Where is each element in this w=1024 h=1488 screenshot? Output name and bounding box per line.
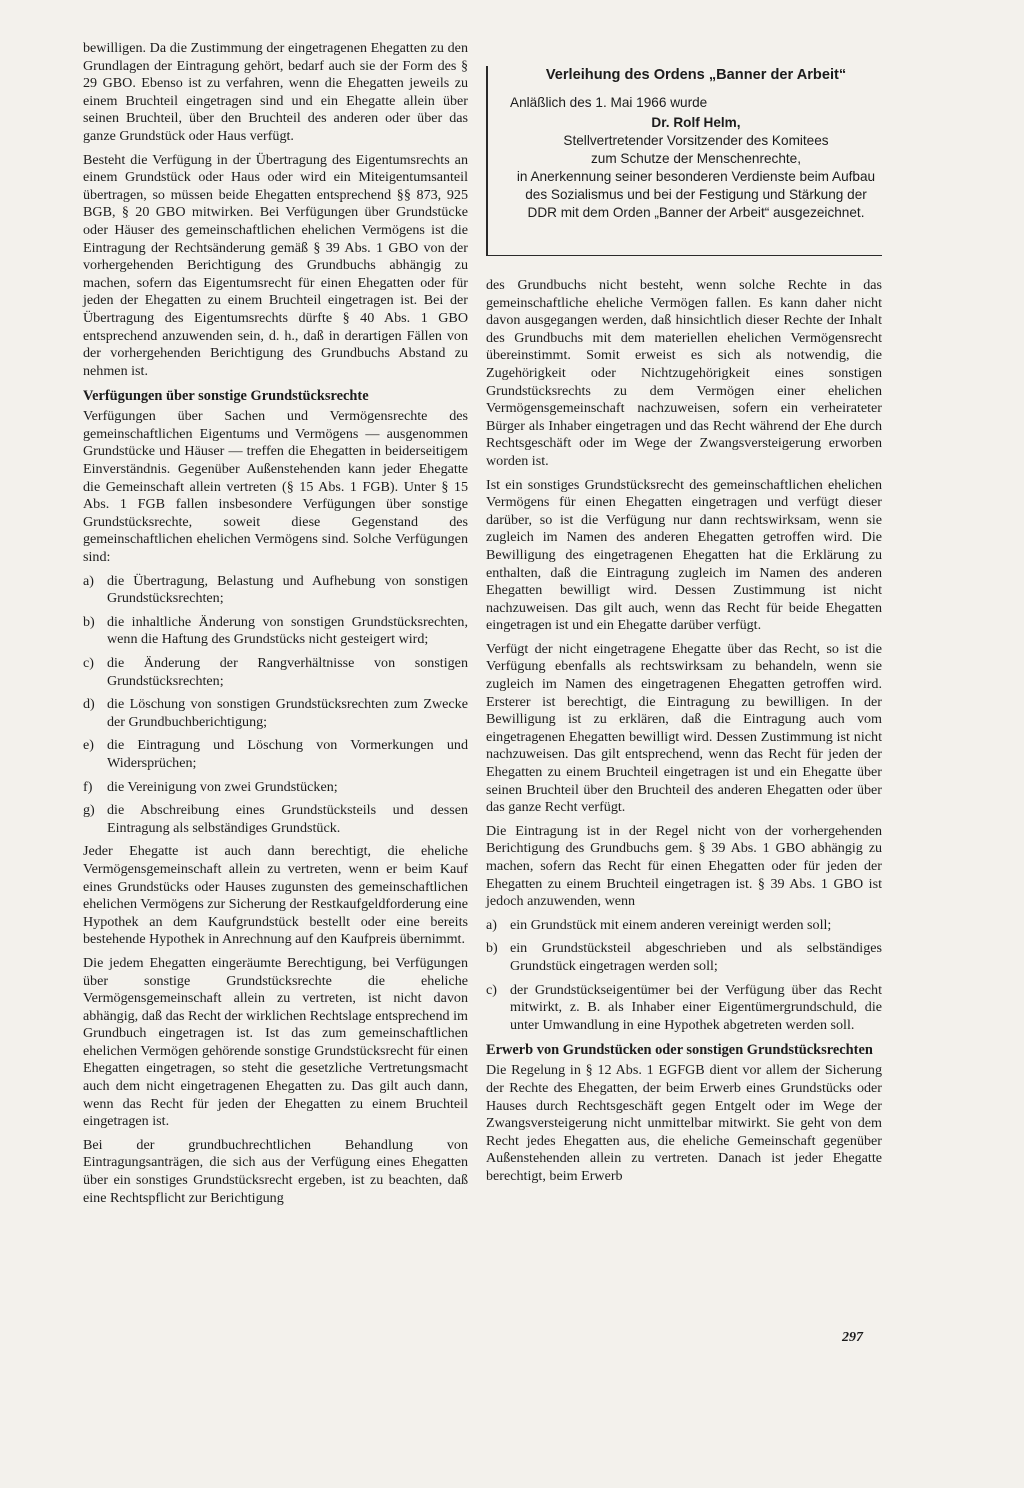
paragraph: bewilligen. Da die Zustimmung der eingetragenen Ehegatten zu den Grundlagen der Eintragung gehört, bedarf auch sie der Form des § 29 GBO. Ebenso ist zu verfahren, wenn die Ehegatten jeweils zu einem Bruchteil eingetragen sind und ein Ehegatte allein über seinen Bruchteil, über den Bruchteil des anderen oder über das ganze Grundstück oder Haus verfügt. [83, 40, 468, 144]
section-heading: Erwerb von Grundstücken oder sonstigen Grundstücksrechten [486, 1042, 873, 1059]
list-item [83, 614, 468, 649]
list-text: ein Grundstück mit einem anderen vereinigt werden soll; [510, 916, 832, 933]
list-item [486, 917, 882, 935]
list-marker: g) [83, 802, 95, 819]
right-column [486, 277, 882, 1192]
list-text: die Löschung von sonstigen Grundstücksrechten zum Zwecke der Grundbuchberichtigung; [107, 696, 468, 730]
list-marker: c) [486, 981, 497, 998]
left-column [83, 40, 468, 1213]
paragraph: Jeder Ehegatte ist auch dann berechtigt, die eheliche Vermögensgemeinschaft allein zu vertreten, wenn er beim Kauf eines Grundstücks oder Hauses zugunsten des gemeinschaftlichen ehelichen Vermögens zur Sicherung der Restkaufgeldforderung eine Hypothek an dem Kaufgrundstück bestellt oder eine bereits bestehende Hypothek in Anrechnung auf den Kaufpreis übernimmt. [83, 843, 468, 948]
list-text: die Abschreibung eines Grundstücksteils und dessen Eintragung als selbständiges Grundstück. [107, 802, 468, 836]
paragraph: Bei der grundbuchrechtlichen Behandlung von Eintragungsanträgen, die sich aus der Verfügung eines Ehegatten über ein sonstiges Grundstücksrecht ergeben, ist zu beachten, daß eine Rechtspflicht zur Berichtigung [83, 1136, 468, 1206]
list-text: ein Grundstücksteil abgeschrieben und als selbständiges Grundstück eingetragen werden soll; [510, 940, 882, 974]
list-marker: a) [83, 572, 94, 589]
list-text: der Grundstückseigentümer bei der Verfügung über das Recht mitwirkt, z. B. als Inhaber einer Eigentümergrundschuld, die unter Umwandlung in eine Hypothek abgetreten werden soll. [510, 981, 882, 1033]
list-item [83, 737, 468, 772]
list-text: die Eintragung und Löschung von Vormerkungen und Widersprüchen; [107, 737, 468, 771]
announcement-body: in Anerkennung seiner besonderen Verdienste beim Aufbau des Sozialismus und bei der Festigung und Stärkung der DDR mit dem Orden „Banner der Arbeit“ ausgezeichnet. [516, 169, 876, 220]
list-text: die Vereinigung von zwei Grundstücken; [107, 778, 338, 795]
list-marker: b) [83, 613, 95, 630]
paragraph: des Grundbuchs nicht besteht, wenn solche Rechte in das gemeinschaftliche eheliche Vermögen fallen. Es kann daher nicht davon ausgegangen werden, daß hinsichtlich dieser Rechte der Inhalt des Grundbuchs mit dem materiellen ehelichen Vermögensrecht übereinstimmt. Somit erweist es sich als notwendig, die Zugehörigkeit oder Nichtzugehörigkeit eines sonstigen Grundstücksrechts zu dem Vermögen einer ehelichen Vermögensgemeinschaft nachzuweisen, sofern ein verheirateter Bürger als Inhaber eingetragen und das Recht während der Ehe durch Rechtsgeschäft oder im Wege der Zwangsversteigerung erworben worden ist. [486, 277, 882, 469]
announcement-role: Stellvertretender Vorsitzender des Komitees [563, 133, 829, 148]
award-announcement [486, 66, 882, 256]
list-marker: f) [83, 778, 93, 795]
announcement-name: Dr. Rolf Helm, [651, 115, 741, 130]
list-item [83, 779, 468, 797]
announcement-title: Verleihung des Ordens „Banner der Arbeit“ [545, 67, 847, 83]
paragraph: Die jedem Ehegatten eingeräumte Berechtigung, bei Verfügungen über sonstige Grundstücksrechte die eheliche Vermögensgemeinschaft allein zu vertreten, ist nicht davon abhängig, daß das Recht der wirklichen Rechtslage entsprechend im Grundbuch eingetragen ist. Ist das zum gemeinschaftlichen ehelichen Vermögen gehörende sonstige Grundstücksrecht für einen Ehegatten eingetragen, so steht die gesetzliche Vertretungsmacht auch dem nicht eingetragenen Ehegatten zu. Das gilt auch dann, wenn das Recht für jeden der Ehegatten zu einem Bruchteil eingetragen ist. [83, 954, 468, 1130]
list-item [83, 573, 468, 608]
announcement-intro: Anläßlich des 1. Mai 1966 wurde [510, 95, 708, 110]
paragraph: Verfügungen über Sachen und Vermögensrechte des gemeinschaftlichen Eigentums und Vermögens — ausgenommen Grundstücke und Häuser — treffen die Ehegatten in beiderseitigem Einverständnis. Gegenüber Außenstehenden kann jeder Ehegatte die Gemeinschaft allein vertreten (§ 15 Abs. 1 FGB). Unter § 15 Abs. 1 FGB fallen insbesondere Verfügungen über sonstige Grundstücksrechte, soweit diese Gegenstand des gemeinschaftlichen ehelichen Vermögens sind. Solche Verfügungen sind: [83, 408, 468, 566]
paragraph: Die Regelung in § 12 Abs. 1 EGFGB dient vor allem der Sicherung der Rechte des Ehegatten, der beim Erwerb eines Grundstücks oder Hauses durch Rechtsgeschäft gegen Entgelt oder im Wege der Zwangsversteigerung nicht unmittelbar mitwirkt. Sie geht von dem Recht jedes Ehegatten aus, die eheliche Gemeinschaft gegenüber Außenstehenden allein zu vertreten. Danach ist jeder Ehegatte berechtigt, beim Erwerb [486, 1062, 882, 1184]
list-item [486, 940, 882, 975]
list-marker: a) [486, 916, 497, 933]
list-text: die inhaltliche Änderung von sonstigen Grundstücksrechten, wenn die Haftung des Grundstücks nicht gesteigert wird; [107, 613, 468, 648]
list-item [83, 802, 468, 837]
list-text: die Änderung der Rangverhältnisse von sonstigen Grundstücksrechten; [107, 655, 468, 689]
paragraph: Besteht die Verfügung in der Übertragung des Eigentumsrechts an einem Grundstück oder Haus oder wird ein Miteigentumsanteil übertragen, so müssen beide Ehegatten entsprechend §§ 873, 925 BGB, § 20 GBO mitwirken. Bei Verfügungen über Grundstücke oder Häuser des gemeinschaftlichen ehelichen Vermögens ist die Eintragung der Rechtsänderung gemäß § 39 Abs. 1 GBO von der vorhergehenden Berichtigung des Grundbuchs abhängig zu machen, sofern das Eigentumsrecht für einen Ehegatten oder für jeden der Ehegatten zu einem Bruchteil eingetragen ist. Bei der Übertragung des Eigentumsrechts dürfte § 40 Abs. 1 GBO entsprechend anzuwenden sein, d. h., daß in derartigen Fällen von der vorhergehenden Berichtigung des Grundbuchs Abstand zu nehmen ist. [83, 151, 468, 379]
list-marker: d) [83, 696, 95, 713]
list-marker: c) [83, 655, 94, 671]
list-item [486, 982, 882, 1035]
announcement-role: zum Schutze der Menschenrechte, [590, 151, 802, 166]
list-item [83, 655, 468, 690]
paragraph: Verfügt der nicht eingetragene Ehegatte über das Recht, so ist die Verfügung ebenfalls als rechtswirksam zu behandeln, wenn sie zugleich im Namen des eingetragenen Ehegatten getroffen wird. Ersterer ist berechtigt, die Eintragung zu bewilligen. In der Bewilligung ist zu erklären, daß die Eintragung auch vom eingetragenen Ehegatten bewilligt wird. Dessen Zustimmung ist nicht nachzuweisen. Das gilt entsprechend, wenn das Recht für jeden der Ehegatten zu einem Bruchteil eingetragen ist und ein Ehegatte über seinen Bruchteil über den Bruchteil des anderen Ehegatten oder über das ganze Recht verfügt. [486, 640, 882, 816]
list-text: die Übertragung, Belastung und Aufhebung von sonstigen Grundstücksrechten; [107, 572, 468, 607]
section-heading: Verfügungen über sonstige Grundstücksrechte [83, 388, 369, 405]
list-item [83, 696, 468, 731]
list-marker: b) [486, 940, 498, 957]
page-number: 297 [842, 1330, 863, 1345]
paragraph: Ist ein sonstiges Grundstücksrecht des gemeinschaftlichen ehelichen Vermögens für einen Ehegatten eingetragen und verfügt dieser darüber, so ist die Verfügung nur dann rechtswirksam, wenn sie zugleich im Namen des anderen Ehegatten getroffen wird. Die Bewilligung des eingetragenen Ehegatten hat die Erklärung zu enthalten, daß die Eintragung zugleich im Namen des anderen Ehegatten bewilligt wird. Dessen Zustimmung ist nicht nachzuweisen. Das gilt auch, wenn das Recht für beide Ehegatten eingetragen ist und ein Ehegatte darüber verfügt. [486, 476, 882, 634]
list-marker: e) [83, 737, 94, 754]
paragraph: Die Eintragung ist in der Regel nicht von der vorhergehenden Berichtigung des Grundbuchs gem. § 39 Abs. 1 GBO abhängig zu machen, sofern das Recht für einen Ehegatten oder für jeden der Ehegatten zu einem Bruchteil eingetragen ist. § 39 Abs. 1 GBO ist jedoch anzuwenden, wenn [486, 822, 882, 910]
